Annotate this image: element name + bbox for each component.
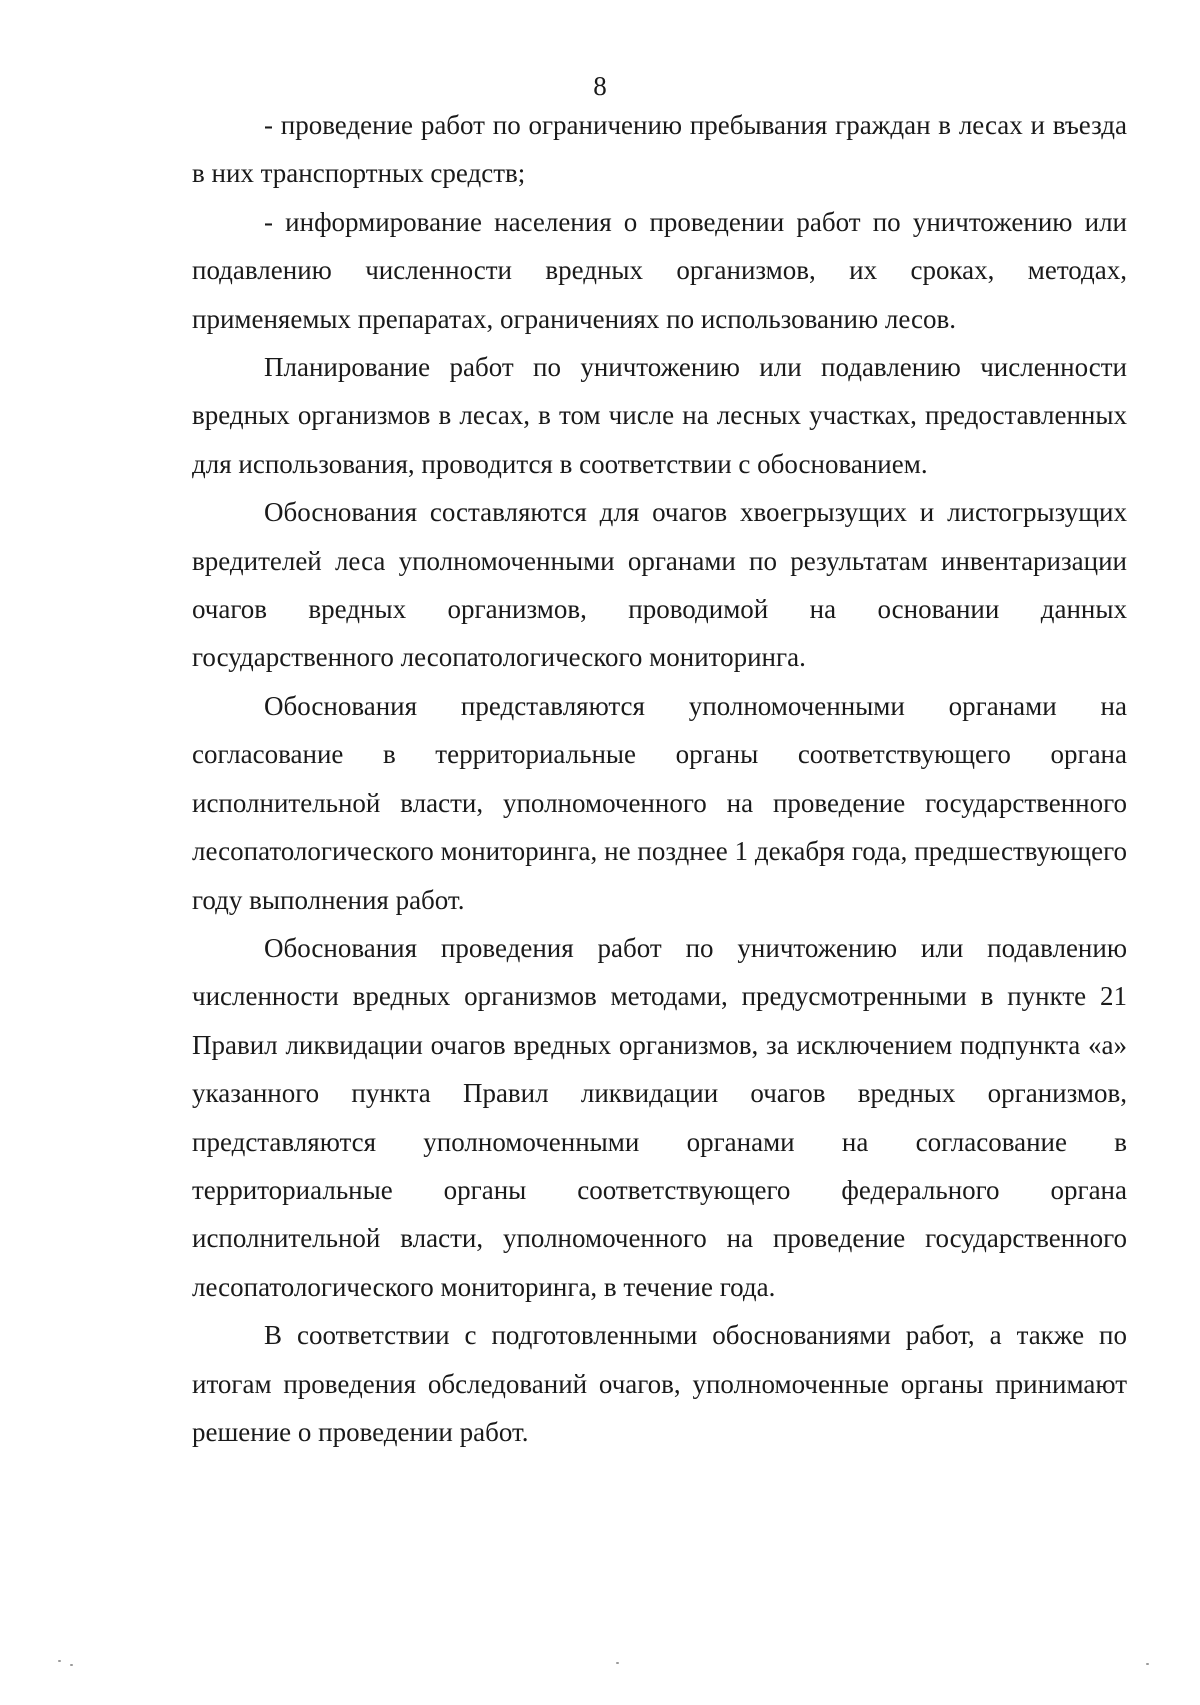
scan-speck [58, 1660, 61, 1662]
paragraph: Обоснования представляются уполномоченными органами на согласование в территориальные органы соответствующего органа исполнительной власти, уполномоченного на проведение государственного лесопатологического мониторинга, не позднее 1 декабря года, предшествующего году выполнения работ. [192, 690, 1127, 915]
page-number: 8 [593, 71, 607, 101]
document-body [192, 101, 1127, 1456]
paragraph: Обоснования составляются для очагов хвоегрызущих и листогрызущих вредителей леса уполномоченными органами по результатам инвентаризации очагов вредных организмов, проводимой на основании данных государственного лесопатологического мониторинга. [192, 497, 1127, 673]
scan-speck [616, 1662, 619, 1664]
scan-speck [70, 1664, 73, 1666]
paragraph: - информирование населения о проведении работ по уничтожению или подавлению численности вредных организмов, их сроках, методах, применяемых препаратах, ограничениях по использованию лесов. [192, 206, 1127, 334]
scan-speck [1146, 1663, 1149, 1665]
paragraph: - проведение работ по ограничению пребывания граждан в лесах и въезда в них транспортных средств; [192, 110, 1127, 189]
paragraph: Планирование работ по уничтожению или подавлению численности вредных организмов в лесах, в том числе на лесных участках, предоставленных для использования, проводится в соответствии с обоснованием. [192, 352, 1127, 479]
paragraph: В соответствии с подготовленными обоснованиями работ, а также по итогам проведения обследований очагов, уполномоченные органы принимают решение о проведении работ. [192, 1320, 1127, 1447]
paragraph: Обоснования проведения работ по уничтожению или подавлению численности вредных организмов методами, предусмотренными в пункте 21 Правил ликвидации очагов вредных организмов, за исключением подпункта «а» указанного пункта Правил ликвидации очагов вредных организмов, представляются уполномоченными органами на согласование в территориальные органы соответствующего федерального органа исполнительной власти, уполномоченного на проведение государственного лесопатологического мониторинга, в течение года. [192, 932, 1127, 1302]
